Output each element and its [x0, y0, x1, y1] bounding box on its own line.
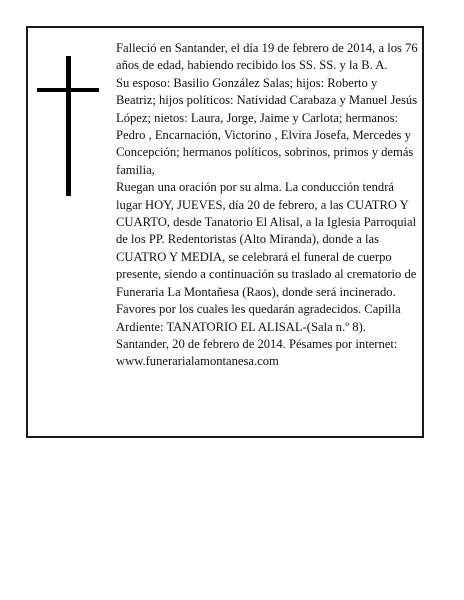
closing-line: Santander, 20 de febrero de 2014. Pésames por internet: www.funerarialamontanesa.com [116, 336, 398, 369]
family-list: Su esposo: Basilio González Salas; hijos: Roberto y Beatriz; hijos políticos: Natividad Carabaza y Manuel Jesús López; nietos: Laura, Jorge, Jaime y Carlota; hermanos: Pedro , Encarnación, Victorino , Elvira Josefa, Mercedes y Concepción; hermanos políticos, sobrinos, primos y demás familia, [116, 75, 418, 177]
cross-horizontal-bar [37, 88, 99, 92]
cross-vertical-bar [66, 56, 71, 196]
death-announcement: Falleció en Santander, el día 19 de febrero de 2014, a los 76 años de edad, habiendo recibido los SS. SS. y la B. A. [116, 41, 418, 73]
notice-text [116, 40, 420, 371]
obituary-notice [26, 26, 424, 438]
funeral-details: Ruegan una oración por su alma. La conducción tendrá lugar HOY, JUEVES, día 20 de febrero, a las CUATRO Y CUARTO, desde Tanatorio El Alisal, a la Iglesia Parroquial de los PP. Redentoristas (Alto Miranda), donde a las CUATRO Y MEDIA, se celebrará el funeral de cuerpo presente, siendo a continuación su traslado al crematorio de Funeraria La Montañesa (Raos), donde será incinerado. Favores por los cuales les quedarán agradecidos. Capilla Ardiente: TANATORIO EL ALISAL-(Sala n.º 8). [116, 180, 417, 334]
